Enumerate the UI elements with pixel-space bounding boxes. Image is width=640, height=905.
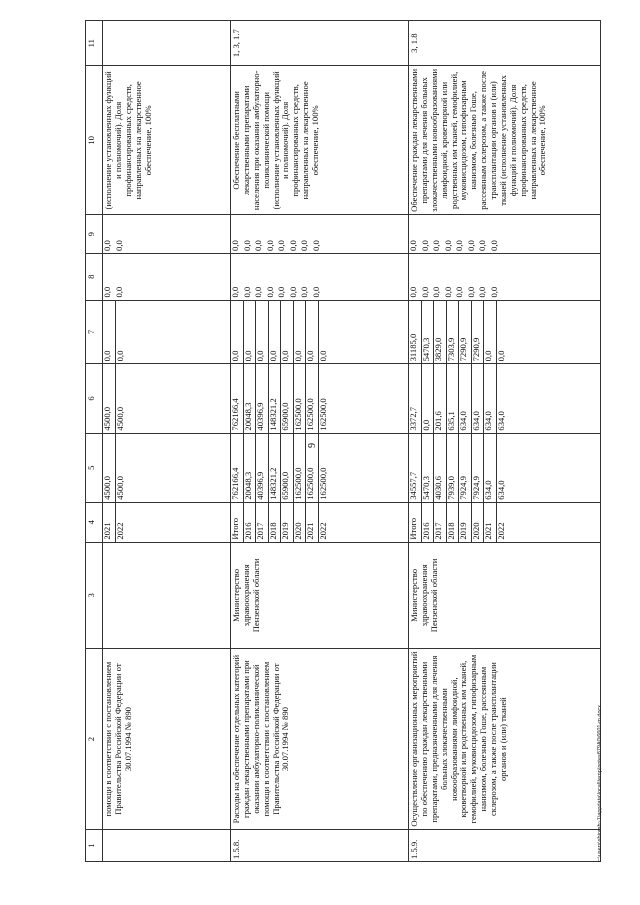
regional-budget-cell-value: 762166,4 (231, 364, 244, 432)
federal-budget-cell-value: 0,0 (294, 301, 307, 364)
header-cell: 4 (86, 502, 103, 542)
extrabudget-cell-value: 0,0 (264, 240, 275, 251)
year-cell-value: 2016 (244, 503, 257, 542)
total-funding-cell-value: 4500,0 (103, 434, 116, 502)
local-budget-cell-value: 0,0 (310, 286, 321, 298)
year-cell-value: 2020 (294, 503, 307, 542)
rotated-table-container (85, 20, 590, 862)
federal-budget-cell (103, 300, 231, 364)
footer-file-path: c:\users\sbiorsh~1\appdata\local\temp\notes879A0\6601-m.docx (597, 705, 603, 862)
local-budget-cell-value: 0,0 (113, 286, 124, 298)
federal-budget-cell-value: 5470,3 (422, 301, 435, 364)
regional-budget-cell-value: 162500,0 (306, 364, 319, 432)
row-number-cell: 1.5.8. (231, 830, 409, 862)
header-cell: 2 (86, 649, 103, 830)
extrabudget-cell-value: 0,0 (113, 240, 124, 251)
year-cell (103, 502, 231, 542)
measure-name-cell: Расходы на обеспечение отдельных категорий граждан лекарственными препаратами при оказании амбулаторно-поликлинической помощи в соответствии с постановлением Правительства Российской Федерации от 30.07.1994 № 890 (231, 649, 409, 830)
regional-budget-cell-value: 635,1 (447, 364, 460, 432)
local-budget-cell-value: 0,0 (276, 286, 286, 298)
header-cell: 7 (86, 300, 103, 364)
program-table (85, 20, 601, 862)
total-funding-cell-value: 148321,2 (269, 434, 282, 502)
regional-budget-cell-value: 148321,2 (269, 364, 282, 432)
regional-budget-cell-value: 634,0 (459, 364, 472, 432)
federal-budget-cell-value: 0,0 (256, 301, 269, 364)
year-cell-value: Итого (231, 503, 244, 542)
local-budget-cell-value: 0,0 (287, 286, 298, 298)
measure-name-cell: помощи в соответствии с постановлением Правительства Российской Федерации от 30.07.1994 № 890 (103, 649, 231, 830)
local-budget-cell-value: 0,0 (264, 286, 275, 298)
extrabudget-cell (231, 215, 409, 254)
extrabudget-cell-value: 0,0 (431, 240, 441, 251)
year-cell-value: Итого (409, 503, 422, 542)
link-cell: 3, 1.8 (409, 21, 601, 66)
federal-budget-cell-value: 31185,0 (409, 301, 422, 364)
federal-budget-cell-value: 0,0 (495, 350, 506, 362)
extrabudget-cell-value: 0,0 (230, 240, 240, 251)
extrabudget-cell-value: 0,0 (102, 240, 112, 251)
executor-cell: Министерство здравоохранения Пензенской области (231, 542, 409, 648)
extrabudget-cell-value: 0,0 (488, 240, 499, 251)
federal-budget-cell-value: 0,0 (317, 350, 328, 362)
local-budget-cell-value: 0,0 (299, 286, 309, 298)
measure-name-cell: Осуществление организационных мероприятий по обеспечению граждан лекарственными препаратами, предназначенными для лечения больных злокачественными новообразованиями лимфоидной, кроветворной или родственных им тканей, гемофилией, муковисцидозом, гипофизарным нанизмом, болезнью Гоше, рассеянным склерозом, а также после трансплантации органов и (или) тканей (409, 649, 601, 830)
executor-cell: Министерство здравоохранения Пензенской области (409, 542, 601, 648)
federal-budget-cell-value: 7303,9 (447, 301, 460, 364)
total-funding-cell-value: 7924,9 (472, 434, 485, 502)
page-number: 9 (307, 443, 318, 448)
year-cell-value: 2018 (269, 503, 282, 542)
year-cell-value: 2020 (472, 503, 485, 542)
regional-budget-cell (409, 364, 601, 433)
federal-budget-cell-value: 0,0 (306, 301, 319, 364)
header-cell: 1 (86, 830, 103, 862)
federal-budget-cell (409, 300, 601, 364)
regional-budget-cell-value: 40396,9 (256, 364, 269, 432)
table-row (231, 21, 409, 862)
total-funding-cell-value: 34557,7 (409, 434, 422, 502)
regional-budget-cell-value: 4500,0 (103, 364, 116, 432)
federal-budget-cell-value: 0,0 (103, 301, 116, 364)
regional-budget-cell-value: 0,0 (422, 364, 435, 432)
total-funding-cell-value: 7939,0 (447, 434, 460, 502)
link-cell: 1, 3, 1.7 (231, 21, 409, 66)
local-budget-cell-value: 0,0 (431, 286, 441, 298)
regional-budget-cell-value: 201,6 (434, 364, 447, 432)
federal-budget-cell-value: 7290,9 (472, 301, 485, 364)
table-row (103, 21, 231, 862)
extrabudget-cell (409, 215, 601, 254)
regional-budget-cell-value: 634,0 (484, 364, 497, 432)
header-cell: 8 (86, 253, 103, 300)
local-budget-cell (409, 253, 601, 300)
year-cell (409, 502, 601, 542)
federal-budget-cell-value: 0,0 (269, 301, 282, 364)
year-cell-value: 2022 (114, 522, 125, 540)
extrabudget-cell-value: 0,0 (287, 240, 298, 251)
local-budget-cell-value: 0,0 (488, 286, 499, 298)
local-budget-cell-value: 0,0 (408, 286, 418, 298)
extrabudget-cell-value: 0,0 (442, 240, 453, 251)
header-cell: 9 (86, 215, 103, 254)
regional-budget-cell-value: 4500,0 (114, 406, 125, 431)
extrabudget-cell (103, 215, 231, 254)
extrabudget-cell-value: 0,0 (454, 240, 464, 251)
year-cell (231, 502, 409, 542)
indicator-cell: Обеспечение граждан лекарственными препаратами для лечения больных злокачественными новообразованиями лимфоидной, кроветворной или родственных им тканей, гемофилией, муковисцидозом, гипофизарным нанизмом, болезнью Гоше, рассеянным склерозом, а также после трансплантации органов и (или) тканей (исполнение установленных функций и полномочий). Доля профинансированных средств, направленных на лекарственное обеспечение, 100% (409, 66, 601, 215)
regional-budget-cell (231, 364, 409, 433)
federal-budget-cell-value: 0,0 (114, 350, 125, 362)
extrabudget-cell-value: 0,0 (419, 240, 430, 251)
total-funding-cell (103, 433, 231, 502)
total-funding-cell-value: 7924,9 (459, 434, 472, 502)
local-budget-cell (231, 253, 409, 300)
regional-budget-cell-value: 65900,0 (281, 364, 294, 432)
federal-budget-cell-value: 3829,0 (434, 301, 447, 364)
year-cell-value: 2018 (447, 503, 460, 542)
extrabudget-cell-value: 0,0 (408, 240, 418, 251)
year-cell-value: 2017 (256, 503, 269, 542)
extrabudget-cell-value: 0,0 (310, 240, 321, 251)
local-budget-cell-value: 0,0 (241, 286, 252, 298)
local-budget-cell-value: 0,0 (419, 286, 430, 298)
year-cell-value: 2022 (495, 522, 506, 540)
regional-budget-cell (103, 364, 231, 433)
total-funding-cell-value: 65900,0 (281, 434, 294, 502)
row-number-cell: 1.5.9. (409, 830, 601, 862)
total-funding-cell-value: 162500,0 (317, 467, 328, 500)
federal-budget-cell-value: 0,0 (231, 301, 244, 364)
extrabudget-cell-value: 0,0 (299, 240, 309, 251)
executor-cell (103, 542, 231, 648)
total-funding-cell-value: 162500,0 (306, 434, 319, 502)
header-cell: 10 (86, 66, 103, 215)
total-funding-cell-value: 634,0 (495, 480, 506, 500)
table-row (409, 21, 601, 862)
extrabudget-cell-value: 0,0 (477, 240, 487, 251)
total-funding-cell-value: 5470,3 (422, 434, 435, 502)
header-cell: 11 (86, 21, 103, 66)
total-funding-cell-value: 634,0 (484, 434, 497, 502)
total-funding-cell (231, 433, 409, 502)
regional-budget-cell-value: 162500,0 (317, 398, 328, 431)
indicator-cell: (исполнение установленных функций и полномочий). Доля профинансированных средств, направленных на лекарственное обеспечение, 100% (103, 66, 231, 215)
year-cell-value: 2021 (306, 503, 319, 542)
local-budget-cell-value: 0,0 (442, 286, 453, 298)
local-budget-cell-value: 0,0 (477, 286, 487, 298)
total-funding-cell-value: 4500,0 (114, 476, 125, 500)
local-budget-cell-value: 0,0 (454, 286, 464, 298)
total-funding-cell-value: 762166,4 (231, 434, 244, 502)
table-header-row (86, 21, 103, 862)
extrabudget-cell-value: 0,0 (465, 240, 476, 251)
header-cell: 6 (86, 364, 103, 433)
table-body (103, 21, 601, 862)
regional-budget-cell-value: 162500,0 (294, 364, 307, 432)
federal-budget-cell-value: 0,0 (244, 301, 257, 364)
year-cell-value: 2021 (103, 503, 116, 542)
local-budget-cell-value: 0,0 (102, 286, 112, 298)
total-funding-cell-value: 4030,6 (434, 434, 447, 502)
total-funding-cell-value: 162500,0 (294, 434, 307, 502)
extrabudget-cell-value: 0,0 (241, 240, 252, 251)
extrabudget-cell-value: 0,0 (276, 240, 286, 251)
local-budget-cell-value: 0,0 (230, 286, 240, 298)
year-cell-value: 2021 (484, 503, 497, 542)
year-cell-value: 2019 (459, 503, 472, 542)
header-cell: 3 (86, 542, 103, 648)
regional-budget-cell-value: 634,0 (495, 411, 506, 431)
regional-budget-cell-value: 20048,3 (244, 364, 257, 432)
header-cell: 5 (86, 433, 103, 502)
total-funding-cell (409, 433, 601, 502)
link-cell (103, 21, 231, 66)
year-cell-value: 2019 (281, 503, 294, 542)
federal-budget-cell-value: 7290,9 (459, 301, 472, 364)
local-budget-cell-value: 0,0 (253, 286, 263, 298)
total-funding-cell-value: 20048,3 (244, 434, 257, 502)
local-budget-cell-value: 0,0 (465, 286, 476, 298)
year-cell-value: 2016 (422, 503, 435, 542)
federal-budget-cell-value: 0,0 (484, 301, 497, 364)
total-funding-cell-value: 40396,9 (256, 434, 269, 502)
federal-budget-cell-value: 0,0 (281, 301, 294, 364)
federal-budget-cell (231, 300, 409, 364)
regional-budget-cell-value: 3372,7 (409, 364, 422, 432)
row-number-cell (103, 830, 231, 862)
extrabudget-cell-value: 0,0 (253, 240, 263, 251)
indicator-cell: Обеспечение бесплатными лекарственными препаратами населения при оказании амбулаторно-поликлинической помощи (исполнение установленных функций и полномочий). Доля профинансированных средств, направленных на лекарственное обеспечение, 100% (231, 66, 409, 215)
year-cell-value: 2017 (434, 503, 447, 542)
local-budget-cell (103, 253, 231, 300)
year-cell-value: 2022 (317, 522, 328, 540)
regional-budget-cell-value: 634,0 (472, 364, 485, 432)
